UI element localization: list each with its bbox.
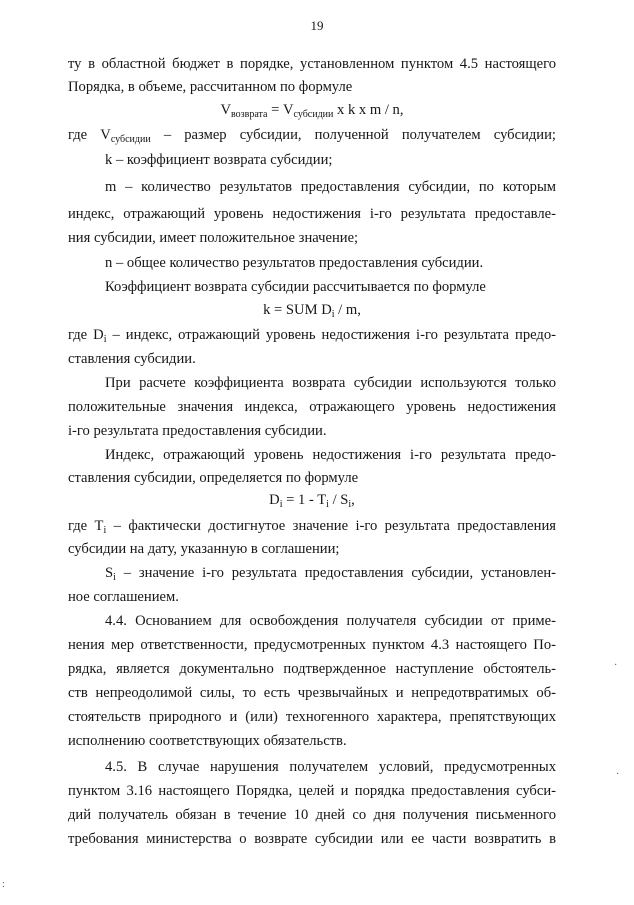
text-line: исполнению соответствующих обязательств. <box>68 733 347 749</box>
text-line: 4.5. В случае нарушения получателем условий, предусмотренных <box>105 759 556 775</box>
text-line: ставления субсидии, определяется по формуле <box>68 470 359 486</box>
definition-line: где $V_{субсидии}$ – размер субсидии, полученной получателем субсидии; <box>68 127 556 145</box>
text-line: i-го результата предоставления субсидии. <box>68 423 327 439</box>
text-line: индекс, отражающий уровень недостижения i-го результата предоставле- <box>68 206 556 222</box>
scan-speck: · <box>614 660 618 671</box>
definition-line: где $T_i$ – фактически достигнутое значение i-го результата предоставления <box>68 518 556 536</box>
text-line: нения мер ответственности, предусмотренных пунктом 4.3 настоящего По- <box>68 637 556 653</box>
text-line: рядка, является документально подтвержденное наступление обстоятель- <box>68 661 556 677</box>
text-line: ное соглашением. <box>68 589 179 605</box>
text-line: 4.4. Основанием для освобождения получателя субсидии от приме- <box>105 613 556 629</box>
text-line: Коэффициент возврата субсидии рассчитывается по формуле <box>105 279 486 295</box>
text-line: ния субсидии, имеет положительное значение; <box>68 230 359 246</box>
text-line: пунктом 3.16 настоящего Порядка, целей и порядка предоставления субси- <box>68 783 556 799</box>
scan-speck: : <box>2 879 5 890</box>
text-line: ств непреодолимой силы, то есть чрезвычайных и непредотвратимых об- <box>68 685 556 701</box>
formula-coefficient: k = SUM $D_i$ / m, <box>263 302 361 320</box>
text-line: требования министерства о возврате субсидии или ее части возвратить в <box>68 831 556 847</box>
text-line: положительные значения индекса, отражающего уровень недостижения <box>68 399 556 415</box>
text-line: Индекс, отражающий уровень недостижения i-го результата предо- <box>105 447 556 463</box>
page-number: 19 <box>310 18 324 33</box>
formula-return-volume: $V_{возврата} = V_{субсидии}$ x k x m / n, <box>220 102 404 120</box>
text-line: ту в областной бюджет в порядке, установленном пунктом 4.5 настоящего <box>68 56 556 72</box>
text-line: ставления субсидии. <box>68 351 196 367</box>
text-line: k – коэффициент возврата субсидии; <box>105 152 333 168</box>
scan-speck: · <box>616 769 620 780</box>
text-line: m – количество результатов предоставления субсидии, по которым <box>105 179 556 195</box>
text-line: Порядка, в объеме, рассчитанном по формуле <box>68 79 353 95</box>
formula-index: $D_i = 1 - T_i / S_i$, <box>269 492 355 510</box>
definition-line: $S_i$ – значение i-го результата предоставления субсидии, установлен- <box>105 565 556 583</box>
definition-line: где $D_i$ – индекс, отражающий уровень недостижения i-го результата предо- <box>68 327 556 345</box>
text-line: стоятельств природного и (или) техногенного характера, препятствующих <box>68 709 556 725</box>
text-line: n – общее количество результатов предоставления субсидии. <box>105 255 484 271</box>
text-line: дий получатель обязан в течение 10 дней со дня получения письменного <box>68 807 556 823</box>
text-line: субсидии на дату, указанную в соглашении; <box>68 541 340 557</box>
text-line: При расчете коэффициента возврата субсидии используются только <box>105 375 556 391</box>
